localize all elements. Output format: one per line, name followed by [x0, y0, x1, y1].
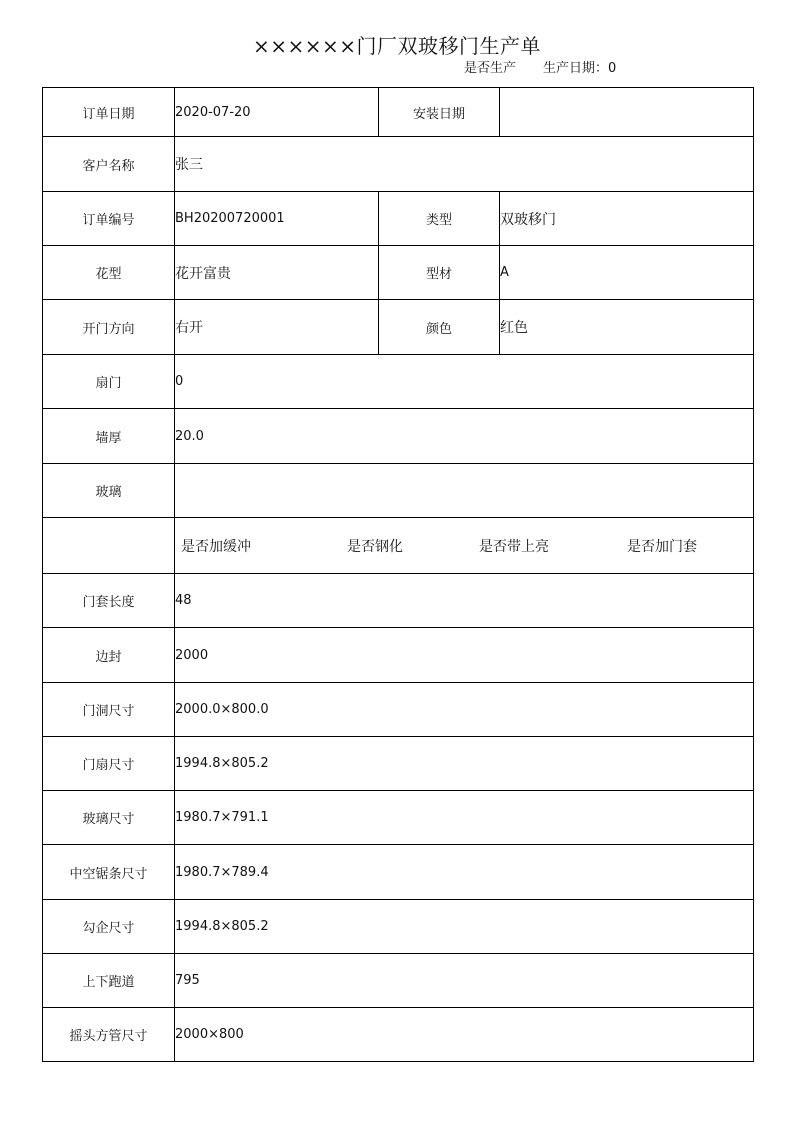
type-value[interactable]: 双玻移门: [500, 192, 754, 246]
profile-label: 型材: [379, 246, 500, 300]
table-row: [43, 246, 754, 300]
edge-seal-label: 边封: [43, 628, 175, 683]
door-leaf-label: 扇门: [43, 355, 175, 409]
wall-thickness-label: 墙厚: [43, 409, 175, 464]
table-row: [43, 574, 754, 628]
produce-flag-label: 是否生产: [464, 61, 517, 76]
install-date-value[interactable]: [500, 88, 754, 137]
opening-direction-label: 开门方向: [43, 300, 175, 355]
table-row: [43, 628, 754, 683]
table-row: [43, 900, 754, 954]
spacer-size-label: 中空锯条尺寸: [43, 845, 175, 900]
door-sleeve-option[interactable]: 是否加门套: [627, 538, 697, 555]
options-blank-label: [43, 518, 175, 574]
customer-name-label: 客户名称: [43, 137, 175, 192]
table-row: [43, 464, 754, 518]
tube-size-label: 摇头方管尺寸: [43, 1008, 175, 1062]
table-row: [43, 518, 754, 574]
order-date-value[interactable]: 2020-07-20: [175, 88, 379, 137]
install-date-label: 安装日期: [379, 88, 500, 137]
options-cell: [175, 518, 754, 574]
transom-option[interactable]: 是否带上亮: [479, 538, 549, 555]
door-leaf-value[interactable]: 0: [175, 355, 754, 409]
wall-thickness-value[interactable]: 20.0: [175, 409, 754, 464]
table-row: [43, 683, 754, 737]
glass-size-value[interactable]: 1980.7×791.1: [175, 791, 754, 845]
table-row: [43, 791, 754, 845]
glass-size-label: 玻璃尺寸: [43, 791, 175, 845]
production-order-table: [42, 87, 754, 1062]
table-row: [43, 1008, 754, 1062]
order-date-label: 订单日期: [43, 88, 175, 137]
production-date-label: 生产日期：0: [543, 61, 617, 76]
color-value[interactable]: 红色: [500, 300, 754, 355]
track-value[interactable]: 795: [175, 954, 754, 1008]
table-row: [43, 88, 754, 137]
track-label: 上下跑道: [43, 954, 175, 1008]
pattern-value[interactable]: 花开富贵: [175, 246, 379, 300]
glass-label: 玻璃: [43, 464, 175, 518]
hook-size-value[interactable]: 1994.8×805.2: [175, 900, 754, 954]
customer-name-value[interactable]: 张三: [175, 137, 754, 192]
pattern-label: 花型: [43, 246, 175, 300]
leaf-size-label: 门扇尺寸: [43, 737, 175, 791]
glass-value[interactable]: [175, 464, 754, 518]
table-row: [43, 192, 754, 246]
opening-size-label: 门洞尺寸: [43, 683, 175, 737]
order-number-label: 订单编号: [43, 192, 175, 246]
order-number-value[interactable]: BH20200720001: [175, 192, 379, 246]
profile-value[interactable]: A: [500, 246, 754, 300]
tube-size-value[interactable]: 2000×800: [175, 1008, 754, 1062]
table-row: [43, 355, 754, 409]
buffer-option[interactable]: 是否加缓冲: [181, 538, 251, 555]
table-row: [43, 845, 754, 900]
spacer-size-value[interactable]: 1980.7×789.4: [175, 845, 754, 900]
opening-size-value[interactable]: 2000.0×800.0: [175, 683, 754, 737]
table-row: [43, 954, 754, 1008]
opening-direction-value[interactable]: 右开: [175, 300, 379, 355]
sleeve-length-label: 门套长度: [43, 574, 175, 628]
color-label: 颜色: [379, 300, 500, 355]
table-row: [43, 409, 754, 464]
table-row: [43, 137, 754, 192]
page-title: ××××××门厂双玻移门生产单: [252, 34, 542, 58]
table-row: [43, 737, 754, 791]
leaf-size-value[interactable]: 1994.8×805.2: [175, 737, 754, 791]
hook-size-label: 勾企尺寸: [43, 900, 175, 954]
type-label: 类型: [379, 192, 500, 246]
table-row: [43, 300, 754, 355]
edge-seal-value[interactable]: 2000: [175, 628, 754, 683]
tempered-option[interactable]: 是否钢化: [347, 538, 403, 555]
sleeve-length-value[interactable]: 48: [175, 574, 754, 628]
